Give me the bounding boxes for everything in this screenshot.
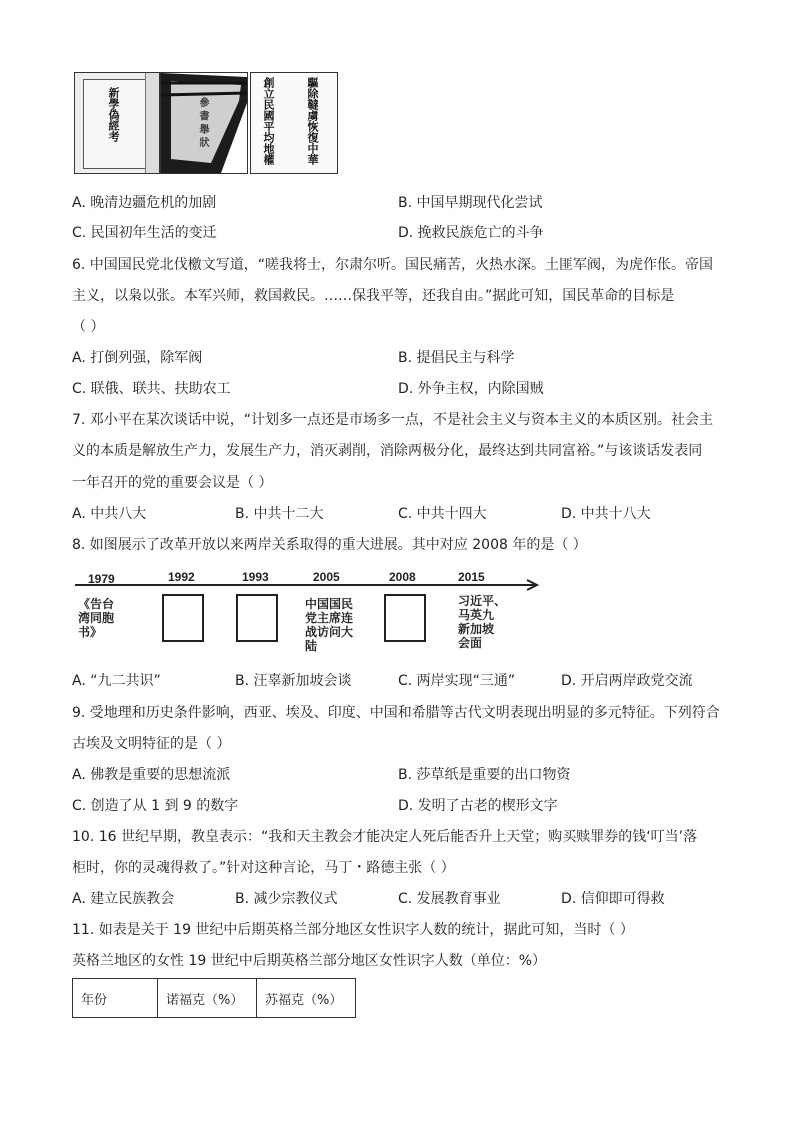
flag-image (160, 72, 248, 174)
q10-option-b[interactable]: B. 减少宗教仪式 (235, 891, 338, 907)
q7-option-c[interactable]: C. 中共十四大 (398, 506, 487, 522)
flag-text: 參 書 舉 狀 (197, 97, 208, 148)
q6-option-d[interactable]: D. 外争主权，内除国贼 (398, 381, 544, 397)
timeline-year-1979: 1979 (88, 572, 115, 586)
timeline-event-2015: 习近平、 马英九 新加坡 会面 (458, 594, 507, 650)
q9-option-c[interactable]: C. 创造了从 1 到 9 的数字 (72, 798, 239, 814)
q5-option-c[interactable]: C. 民国初年生活的变迁 (72, 225, 217, 241)
book-cover-image (74, 72, 160, 174)
q10-option-c[interactable]: C. 发展教育事业 (398, 891, 501, 907)
q10-stem-line1: 10. 16 世纪早期，教皇表示：“我和天主教会才能决定人死后能否升上天堂；购买赎罪券的钱‘叮当’落 (72, 829, 698, 845)
q10-option-d[interactable]: D. 信仰即可得救 (561, 891, 665, 907)
timeline-year-2015: 2015 (458, 570, 485, 584)
timeline-year-2008: 2008 (389, 570, 416, 584)
q8-stem-line1: 8. 如图展示了改革开放以来两岸关系取得的重大进展。其中对应 2008 年的是（ ） (72, 537, 587, 553)
q6-option-a[interactable]: A. 打倒列强，除军阀 (72, 350, 203, 366)
q6-answer-blank[interactable]: （ ） (72, 319, 105, 335)
q5-option-b[interactable]: B. 中国早期现代化尝试 (398, 195, 543, 211)
book-title-text: 新學偽經考 (107, 87, 120, 142)
q11-stem-line1: 11. 如表是关于 19 世纪中后期英格兰部分地区女性识字人数的统计，据此可知，当时（ ） (72, 922, 634, 938)
q7-option-a[interactable]: A. 中共八大 (72, 506, 147, 522)
timeline-year-2005: 2005 (313, 570, 340, 584)
q8-option-c[interactable]: C. 两岸实现“三通” (398, 673, 516, 689)
q5-option-a[interactable]: A. 晚清边疆危机的加剧 (72, 195, 217, 211)
q7-option-d[interactable]: D. 中共十八大 (561, 506, 651, 522)
table-header-year: 年份 (73, 979, 158, 1018)
q10-stem-line2: 柜时，你的灵魂得救了。”针对这种言论，马丁・路德主张（ ） (72, 860, 455, 876)
table-header-suffolk: 苏福克（%） (257, 979, 356, 1018)
q8-option-b[interactable]: B. 汪辜新加坡会谈 (235, 673, 352, 689)
q5-option-d[interactable]: D. 挽救民族危亡的斗争 (398, 225, 544, 241)
q8-option-a[interactable]: A. “九二共识” (72, 673, 161, 689)
q7-option-b[interactable]: B. 中共十二大 (235, 506, 324, 522)
q9-stem-line2: 古埃及文明特征的是（ ） (72, 736, 231, 752)
literacy-table (72, 978, 356, 1018)
timeline-blank-box-2008[interactable] (384, 594, 426, 642)
q10-option-a[interactable]: A. 建立民族教会 (72, 891, 175, 907)
slogan-image (250, 72, 338, 174)
timeline-blank-box-1992[interactable] (162, 594, 204, 642)
q11-table-caption: 英格兰地区的女性 19 世纪中后期英格兰部分地区女性识字人数（单位：%） (72, 953, 547, 969)
q9-stem-line1: 9. 受地理和历史条件影响，西亚、埃及、印度、中国和希腊等古代文明表现出明显的多元特征。下列符合 (72, 705, 720, 721)
q9-option-b[interactable]: B. 莎草纸是重要的出口物资 (398, 767, 571, 783)
timeline-year-1993: 1993 (242, 570, 269, 584)
table-header-row (73, 979, 356, 1018)
q6-option-b[interactable]: B. 提倡民主与科学 (398, 350, 515, 366)
q7-stem-line3: 一年召开的党的重要会议是（ ） (72, 475, 273, 491)
q9-option-a[interactable]: A. 佛教是重要的思想流派 (72, 767, 231, 783)
slogan-col-1: 創立民國平均地權 (262, 77, 275, 165)
slogan-col-2: 驅除韃虜恢復中華 (306, 77, 319, 165)
timeline-year-1992: 1992 (168, 570, 195, 584)
q6-stem-line1: 6. 中国国民党北伐檄文写道，“嗟我将士，尔肃尔听。国民痛苦，火热水深。土匪军阀，为虎作伥。帝国 (72, 257, 714, 273)
q7-stem-line1: 7. 邓小平在某次谈话中说，“计划多一点还是市场多一点，不是社会主义与资本主义的本质区别。社会主 (72, 412, 714, 428)
q8-option-d[interactable]: D. 开启两岸政党交流 (561, 673, 693, 689)
q9-option-d[interactable]: D. 发明了古老的楔形文字 (398, 798, 558, 814)
timeline-event-1979: 《告台 湾同胞 书》 (78, 597, 115, 639)
table-header-norfolk: 诺福克（%） (158, 979, 257, 1018)
q6-option-c[interactable]: C. 联俄、联共、扶助农工 (72, 381, 231, 397)
timeline-blank-box-1993[interactable] (236, 594, 278, 642)
q6-stem-line2: 主义，以枭以张。本军兴师，救国救民。……保我平等，还我自由。”据此可知，国民革命的目标是 (72, 288, 675, 304)
q7-stem-line2: 义的本质是解放生产力，发展生产力，消灭剥削，消除两极分化，最终达到共同富裕。”与该谈话发表同 (72, 443, 703, 459)
timeline-event-2005: 中国国民 党主席连 战访问大 陆 (305, 597, 354, 653)
